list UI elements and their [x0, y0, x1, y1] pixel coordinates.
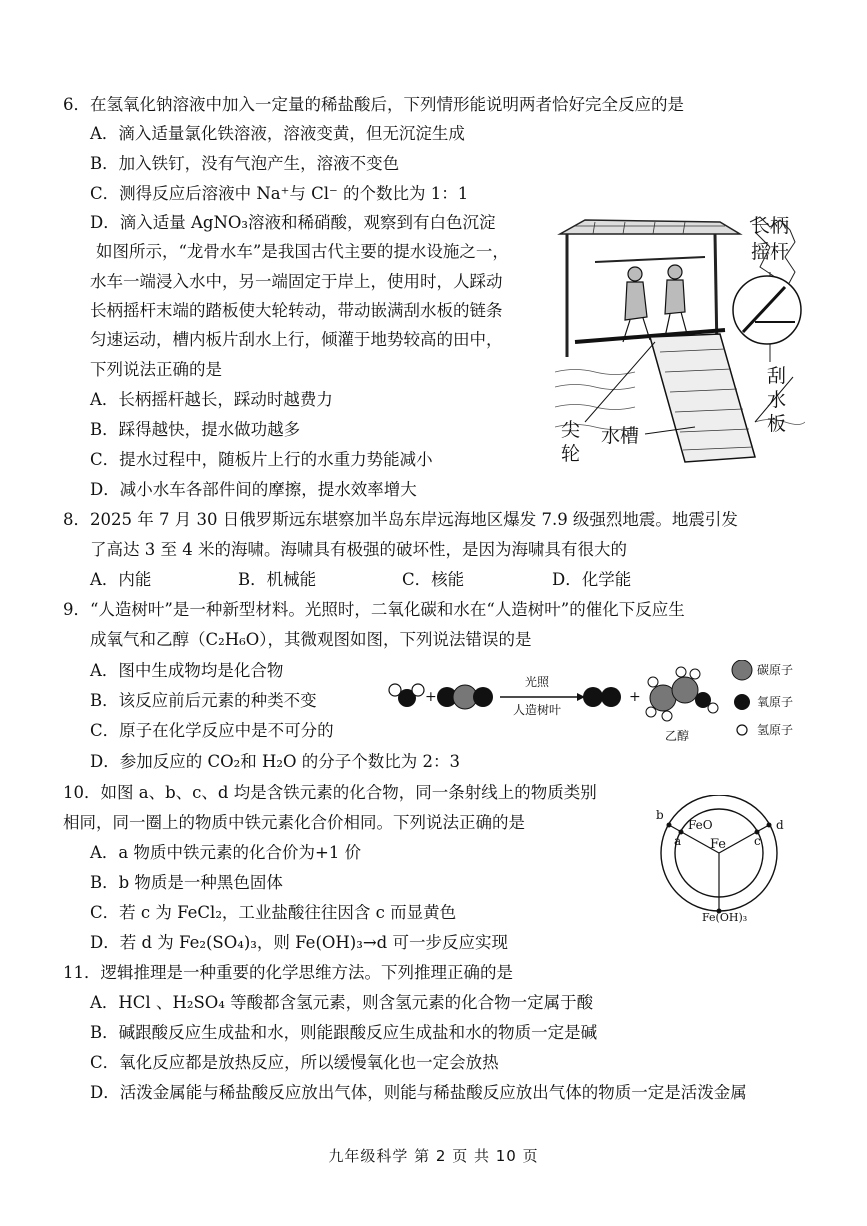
arrow-condition-bottom: 人造树叶 — [513, 703, 562, 717]
q8-option-d: D．化学能 — [552, 570, 632, 589]
label-wheel-1: 尖 — [561, 419, 581, 441]
q10-stem-line-1: 10．如图 a、b、c、d 均是含铁元素的化合物，同一条射线上的物质类别 — [63, 783, 597, 802]
q9-stem-line-1: 9．“人造树叶”是一种新型材料。光照时，二氧化碳和水在“人造树叶”的催化下反应生 — [63, 600, 685, 619]
q10-option-c: C．若 c 为 FeCl₂，工业盐酸往往因含 c 而显黄色 — [90, 903, 457, 922]
label-scraper-2: 水 — [767, 389, 787, 411]
legend-oxygen: 氧原子 — [757, 695, 794, 709]
q7-stem-line-4: 匀速运动，槽内板片刮水上行，倾灌于地势较高的田中， — [90, 330, 503, 349]
q10-stem-line-2: 相同，同一圈上的物质中铁元素化合价相同。下列说法正确的是 — [63, 813, 525, 832]
page-footer: 九年级科学 第 2 页 共 10 页 — [328, 1147, 539, 1165]
center-fe-label: Fe — [710, 837, 727, 852]
q9-option-a: A．图中生成物均是化合物 — [90, 661, 284, 680]
q6-option-d: D．滴入适量 AgNO₃溶液和稀硝酸，观察到有白色沉淀 — [90, 213, 496, 232]
ethanol-label: 乙醇 — [665, 729, 690, 743]
q10-option-a: A．a 物质中铁元素的化合价为+1 价 — [90, 843, 362, 862]
q7-option-a: A．长柄摇杆越长，踩动时越费力 — [90, 390, 333, 409]
arrow-condition-top: 光照 — [525, 675, 550, 689]
q11-option-d: D．活泼金属能与稀盐酸反应放出气体，则能与稀盐酸反应放出气体的物质一定是活泼金属 — [90, 1083, 747, 1102]
feo-label: FeO — [688, 818, 713, 832]
q7-stem-line-2: 水车一端浸入水中，另一端固定于岸上，使用时，人踩动 — [90, 272, 503, 291]
q11-option-c: C．氧化反应都是放热反应，所以缓慢氧化也一定会放热 — [90, 1053, 499, 1072]
q6-option-b: B．加入铁钉，没有气泡产生，溶液不变色 — [90, 154, 400, 173]
plus-sign-1: + — [425, 689, 437, 705]
water-wheel-figure — [555, 212, 805, 464]
iron-circle-drawing — [652, 795, 802, 930]
label-c: c — [754, 834, 761, 848]
plus-sign-2: + — [629, 689, 641, 705]
iron-circle-figure — [652, 795, 802, 930]
feoh3-label: Fe(OH)₃ — [702, 911, 748, 924]
q10-option-b: B．b 物质是一种黑色固体 — [90, 873, 283, 892]
q10-option-d: D．若 d 为 Fe₂(SO₄)₃，则 Fe(OH)₃→d 可一步反应实现 — [90, 933, 508, 952]
q7-option-c: C．提水过程中，随板片上行的水重力势能减小 — [90, 450, 433, 469]
reaction-figure — [385, 660, 805, 760]
q6-option-c: C．测得反应后溶液中 Na⁺与 Cl⁻ 的个数比为 1：1 — [90, 184, 469, 203]
label-a: a — [674, 834, 682, 848]
q7-stem-line-5: 下列说法正确的是 — [90, 360, 222, 379]
reaction-molecules — [385, 660, 805, 760]
q8-option-a: A．内能 — [90, 570, 152, 589]
q11-stem: 11．逻辑推理是一种重要的化学思维方法。下列推理正确的是 — [63, 963, 513, 982]
q7-stem-line-1: 如图所示，“龙骨水车”是我国古代主要的提水设施之一， — [96, 242, 509, 261]
q6-option-a: A．滴入适量氯化铁溶液，溶液变黄，但无沉淀生成 — [90, 124, 465, 143]
label-b: b — [656, 808, 664, 822]
label-scraper-1: 刮 — [767, 365, 787, 387]
q8-option-b: B．机械能 — [238, 570, 317, 589]
label-trough: 水槽 — [601, 425, 640, 447]
label-wheel-2: 轮 — [561, 443, 581, 465]
q9-option-c: C．原子在化学反应中是不可分的 — [90, 721, 334, 740]
q7-option-b: B．踩得越快，提水做功越多 — [90, 420, 301, 439]
legend-hydrogen: 氢原子 — [757, 723, 794, 737]
q9-option-b: B．该反应前后元素的种类不变 — [90, 691, 317, 710]
q11-option-a: A．HCl 、H₂SO₄ 等酸都含氢元素，则含氢元素的化合物一定属于酸 — [90, 993, 594, 1012]
legend-carbon: 碳原子 — [757, 663, 794, 677]
q7-stem-line-3: 长柄摇杆末端的踏板使大轮转动，带动嵌满刮水板的链条 — [90, 301, 503, 320]
label-d: d — [776, 818, 784, 832]
q11-option-b: B．碱跟酸反应生成盐和水，则能跟酸反应生成盐和水的物质一定是碱 — [90, 1023, 598, 1042]
q9-option-d: D．参加反应的 CO₂和 H₂O 的分子个数比为 2：3 — [90, 752, 461, 771]
label-handle-1: 长柄 — [751, 215, 790, 237]
label-scraper-3: 板 — [767, 413, 787, 435]
q7-option-d: D．减小水车各部件间的摩擦，提水效率增大 — [90, 480, 417, 499]
label-handle-2: 摇杆 — [751, 241, 790, 263]
q9-stem-line-2: 成氧气和乙醇（C₂H₆O），其微观图如图，下列说法错误的是 — [90, 630, 532, 649]
q8-option-c: C．核能 — [402, 570, 465, 589]
q8-stem-line-2: 了高达 3 至 4 米的海啸。海啸具有极强的破坏性，是因为海啸具有很大的 — [90, 540, 627, 559]
q8-stem-line-1: 8．2025 年 7 月 30 日俄罗斯远东堪察加半岛东岸远海地区爆发 7.9 级强烈地震。地震引发 — [63, 510, 738, 529]
q6-stem: 6．在氢氧化钠溶液中加入一定量的稀盐酸后，下列情形能说明两者恰好完全反应的是 — [63, 95, 684, 114]
